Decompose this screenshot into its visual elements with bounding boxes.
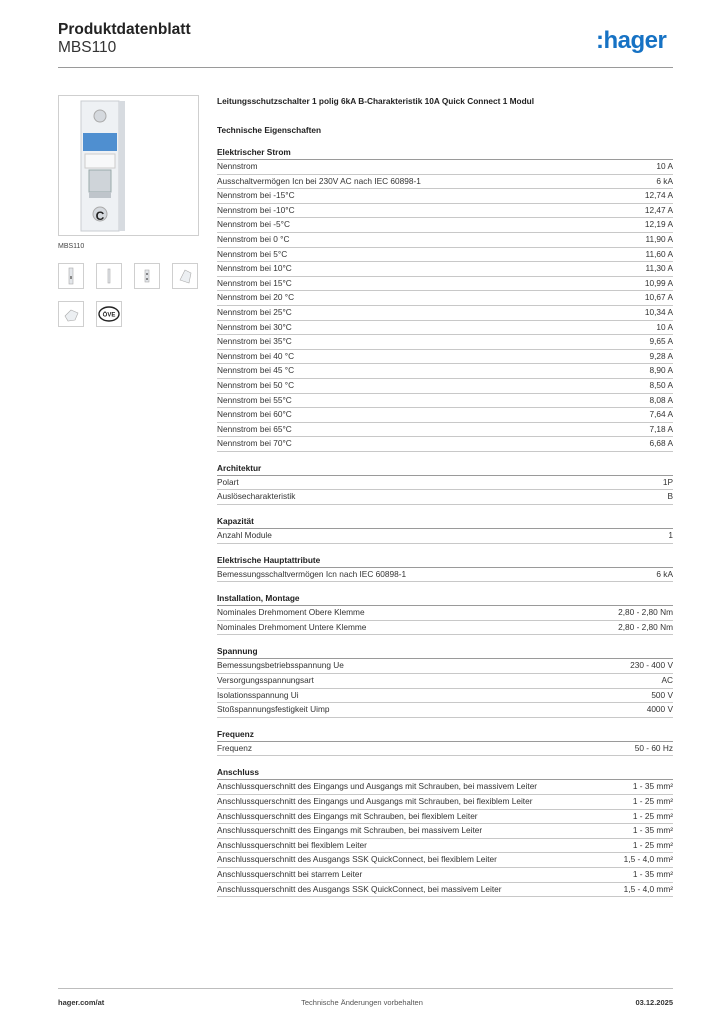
spec-row: [217, 350, 673, 365]
section-title: Kapazität: [217, 514, 673, 529]
section-title: Spannung: [217, 644, 673, 659]
spec-label: Nennstrom bei 50 °C: [217, 379, 295, 390]
product-3d-icon: [59, 302, 83, 326]
section-title: Frequenz: [217, 727, 673, 742]
spec-label: Isolationsspannung Ui: [217, 689, 299, 700]
spec-value: 50 - 60 Hz: [634, 742, 673, 753]
footer-website[interactable]: hager.com/at: [58, 998, 105, 1007]
spec-label: Anschlussquerschnitt bei starrem Leiter: [217, 868, 363, 879]
spec-value: 1P: [662, 476, 673, 487]
spec-label: Nennstrom bei 45 °C: [217, 365, 295, 376]
ove-certification-thumb[interactable]: [96, 301, 122, 327]
spec-label: Nennstrom bei 0 °C: [217, 233, 290, 244]
spec-value: 10,99 A: [644, 277, 673, 288]
spec-section: [217, 644, 673, 717]
spec-row: [217, 529, 673, 544]
spec-label: Anschlussquerschnitt bei flexiblem Leiter: [217, 839, 367, 850]
spec-row: [217, 321, 673, 336]
footer-divider: [58, 988, 673, 989]
spec-row: [217, 160, 673, 175]
spec-value: B: [667, 491, 673, 502]
spec-label: Nennstrom bei 5°C: [217, 248, 288, 259]
spec-row: [217, 218, 673, 233]
spec-value: 11,90 A: [645, 233, 673, 244]
spec-label: Anzahl Module: [217, 530, 272, 541]
spec-value: 10 A: [656, 161, 673, 171]
page-title: Produktdatenblatt: [58, 21, 191, 38]
spec-section: [217, 553, 673, 583]
product-front-icon: [59, 264, 83, 288]
spec-row: [217, 306, 673, 321]
spec-row: [217, 476, 673, 491]
spec-value: 10,34 A: [644, 306, 673, 317]
spec-row: [217, 824, 673, 839]
spec-value: 9,28 A: [649, 350, 673, 361]
spec-value: 1 - 25 mm²: [632, 810, 673, 821]
spec-value: 8,08 A: [649, 394, 673, 405]
spec-label: Nennstrom: [217, 161, 258, 171]
spec-row: [217, 248, 673, 263]
svg-text:ÖVE: ÖVE: [102, 312, 116, 319]
spec-row: [217, 408, 673, 423]
spec-value: 10 A: [656, 321, 673, 332]
specification-panel: [217, 95, 673, 906]
spec-row: [217, 883, 673, 898]
spec-label: Nennstrom bei 20 °C: [217, 292, 295, 303]
spec-label: Nennstrom bei 40 °C: [217, 350, 295, 361]
product-angle-thumb[interactable]: [172, 263, 198, 289]
curve-c-label: C: [95, 209, 105, 223]
spec-section: [217, 145, 673, 452]
circuit-breaker-illustration: [59, 96, 198, 235]
spec-value: 6 kA: [656, 175, 673, 186]
spec-label: Bemessungsschaltvermögen Icn nach IEC 60898-1: [217, 568, 407, 579]
spec-row: [217, 742, 673, 757]
spec-value: AC: [661, 675, 673, 686]
spec-row: [217, 364, 673, 379]
spec-label: Anschlussquerschnitt des Eingangs und Ausgangs mit Schrauben, bei flexiblem Leiter: [217, 796, 533, 806]
spec-value: 6 kA: [656, 568, 673, 579]
spec-label: Nennstrom bei 35°C: [217, 336, 292, 347]
product-photo[interactable]: [58, 95, 199, 236]
footer-disclaimer: Technische Änderungen vorbehalten: [301, 998, 423, 1007]
spec-value: 11,60 A: [645, 248, 673, 259]
spec-value: 12,47 A: [644, 204, 673, 215]
spec-row: [217, 853, 673, 868]
spec-value: 1,5 - 4,0 mm²: [623, 883, 673, 894]
spec-row: [217, 379, 673, 394]
spec-row: [217, 839, 673, 854]
spec-label: Nennstrom bei 10°C: [217, 263, 292, 274]
spec-value: 12,74 A: [644, 190, 673, 201]
spec-label: Nennstrom bei 15°C: [217, 277, 292, 288]
spec-label: Polart: [217, 476, 239, 487]
spec-label: Auslösecharakteristik: [217, 491, 296, 502]
section-title: Architektur: [217, 461, 673, 476]
spec-section: [217, 461, 673, 505]
spec-row: [217, 780, 673, 795]
spec-value: 1,5 - 4,0 mm²: [623, 854, 673, 865]
spec-value: 1 - 35 mm²: [632, 781, 673, 792]
product-angle-icon: [173, 264, 197, 288]
spec-label: Nennstrom bei 55°C: [217, 394, 292, 405]
spec-label: Nominales Drehmoment Obere Klemme: [217, 607, 365, 618]
spec-row: [217, 204, 673, 219]
spec-label: Stoßspannungsfestigkeit Uimp: [217, 704, 330, 715]
spec-label: Nennstrom bei 65°C: [217, 423, 292, 434]
spec-row: [217, 703, 673, 718]
product-front-thumb[interactable]: [58, 263, 84, 289]
spec-row: [217, 868, 673, 883]
spec-label: Anschlussquerschnitt des Eingangs und Ausgangs mit Schrauben, bei massivem Leiter: [217, 781, 538, 792]
spec-value: 1 - 35 mm²: [632, 825, 673, 836]
spec-section: [217, 514, 673, 544]
hager-logo: :hager: [596, 27, 667, 54]
spec-row: [217, 233, 673, 248]
spec-value: 12,19 A: [644, 219, 673, 230]
spec-label: Nennstrom bei 60°C: [217, 409, 292, 420]
spec-value: 6,68 A: [649, 438, 673, 449]
spec-label: Anschlussquerschnitt des Ausgangs SSK QuickConnect, bei massivem Leiter: [217, 883, 502, 894]
spec-row: [217, 568, 673, 583]
spec-row: [217, 335, 673, 350]
spec-label: Anschlussquerschnitt des Eingangs mit Schrauben, bei massivem Leiter: [217, 825, 483, 836]
ove-certification-logo: [97, 302, 121, 326]
spec-value: 9,65 A: [649, 336, 673, 347]
spec-label: Frequenz: [217, 742, 253, 753]
spec-value: 7,18 A: [649, 423, 673, 434]
photo-caption: MBS110: [58, 243, 85, 250]
spec-row: [217, 175, 673, 190]
product-3d-thumb[interactable]: [58, 301, 84, 327]
spec-row: [217, 810, 673, 825]
spec-row: [217, 423, 673, 438]
spec-row: [217, 621, 673, 636]
product-code: MBS110: [58, 39, 117, 56]
footer-date: 03.12.2025: [635, 998, 673, 1007]
spec-value: 4000 V: [646, 704, 673, 715]
spec-row: [217, 437, 673, 452]
spec-label: Nennstrom bei -10°C: [217, 204, 295, 215]
spec-row: [217, 490, 673, 505]
spec-label: Nennstrom bei -15°C: [217, 190, 295, 201]
spec-label: Versorgungsspannungsart: [217, 675, 314, 686]
spec-row: [217, 277, 673, 292]
spec-value: 8,90 A: [649, 365, 673, 376]
product-bottom-icon: [135, 264, 159, 288]
spec-row: [217, 795, 673, 810]
spec-sections: [217, 145, 673, 897]
header-divider: [58, 67, 673, 68]
spec-label: Nennstrom bei 25°C: [217, 306, 292, 317]
spec-row: [217, 291, 673, 306]
section-title: Anschluss: [217, 765, 673, 780]
spec-row: [217, 606, 673, 621]
spec-value: 2,80 - 2,80 Nm: [618, 607, 673, 618]
spec-value: 500 V: [651, 689, 673, 700]
spec-label: Anschlussquerschnitt des Ausgangs SSK QuickConnect, bei flexiblem Leiter: [217, 854, 497, 865]
spec-value: 7,64 A: [649, 409, 673, 420]
section-title: Elektrische Hauptattribute: [217, 553, 673, 568]
spec-label: Bemessungsbetriebsspannung Ue: [217, 660, 344, 671]
product-bottom-thumb[interactable]: [134, 263, 160, 289]
spec-row: [217, 674, 673, 689]
spec-label: Ausschaltvermögen Icn bei 230V AC nach IEC 60898-1: [217, 175, 421, 186]
spec-row: [217, 689, 673, 704]
spec-section: [217, 591, 673, 635]
spec-label: Nennstrom bei 70°C: [217, 438, 292, 449]
product-title: Leitungsschutzschalter 1 polig 6kA B-Charakteristik 10A Quick Connect 1 Modul: [217, 96, 535, 106]
section-title: Installation, Montage: [217, 591, 673, 606]
spec-value: 10,67 A: [644, 292, 673, 303]
spec-value: 1: [668, 530, 673, 541]
spec-row: [217, 659, 673, 674]
spec-row: [217, 189, 673, 204]
spec-value: 11,30 A: [645, 263, 673, 274]
spec-label: Nominales Drehmoment Untere Klemme: [217, 621, 367, 632]
spec-value: 1 - 35 mm²: [632, 868, 673, 879]
technical-properties-heading: Technische Eigenschaften: [217, 125, 322, 135]
product-side-thumb[interactable]: [96, 263, 122, 289]
product-side-icon: [97, 264, 121, 288]
spec-value: 8,50 A: [649, 379, 673, 390]
spec-section: [217, 727, 673, 757]
spec-value: 2,80 - 2,80 Nm: [618, 621, 673, 632]
spec-label: Anschlussquerschnitt des Eingangs mit Schrauben, bei flexiblem Leiter: [217, 810, 478, 821]
spec-label: Nennstrom bei 30°C: [217, 321, 292, 332]
spec-value: 1 - 25 mm²: [632, 839, 673, 850]
spec-value: 230 - 400 V: [630, 660, 673, 671]
spec-row: [217, 262, 673, 277]
spec-value: 1 - 25 mm²: [632, 796, 673, 806]
section-title: Elektrischer Strom: [217, 145, 673, 160]
spec-row: [217, 394, 673, 409]
spec-section: [217, 765, 673, 897]
spec-label: Nennstrom bei -5°C: [217, 219, 290, 230]
